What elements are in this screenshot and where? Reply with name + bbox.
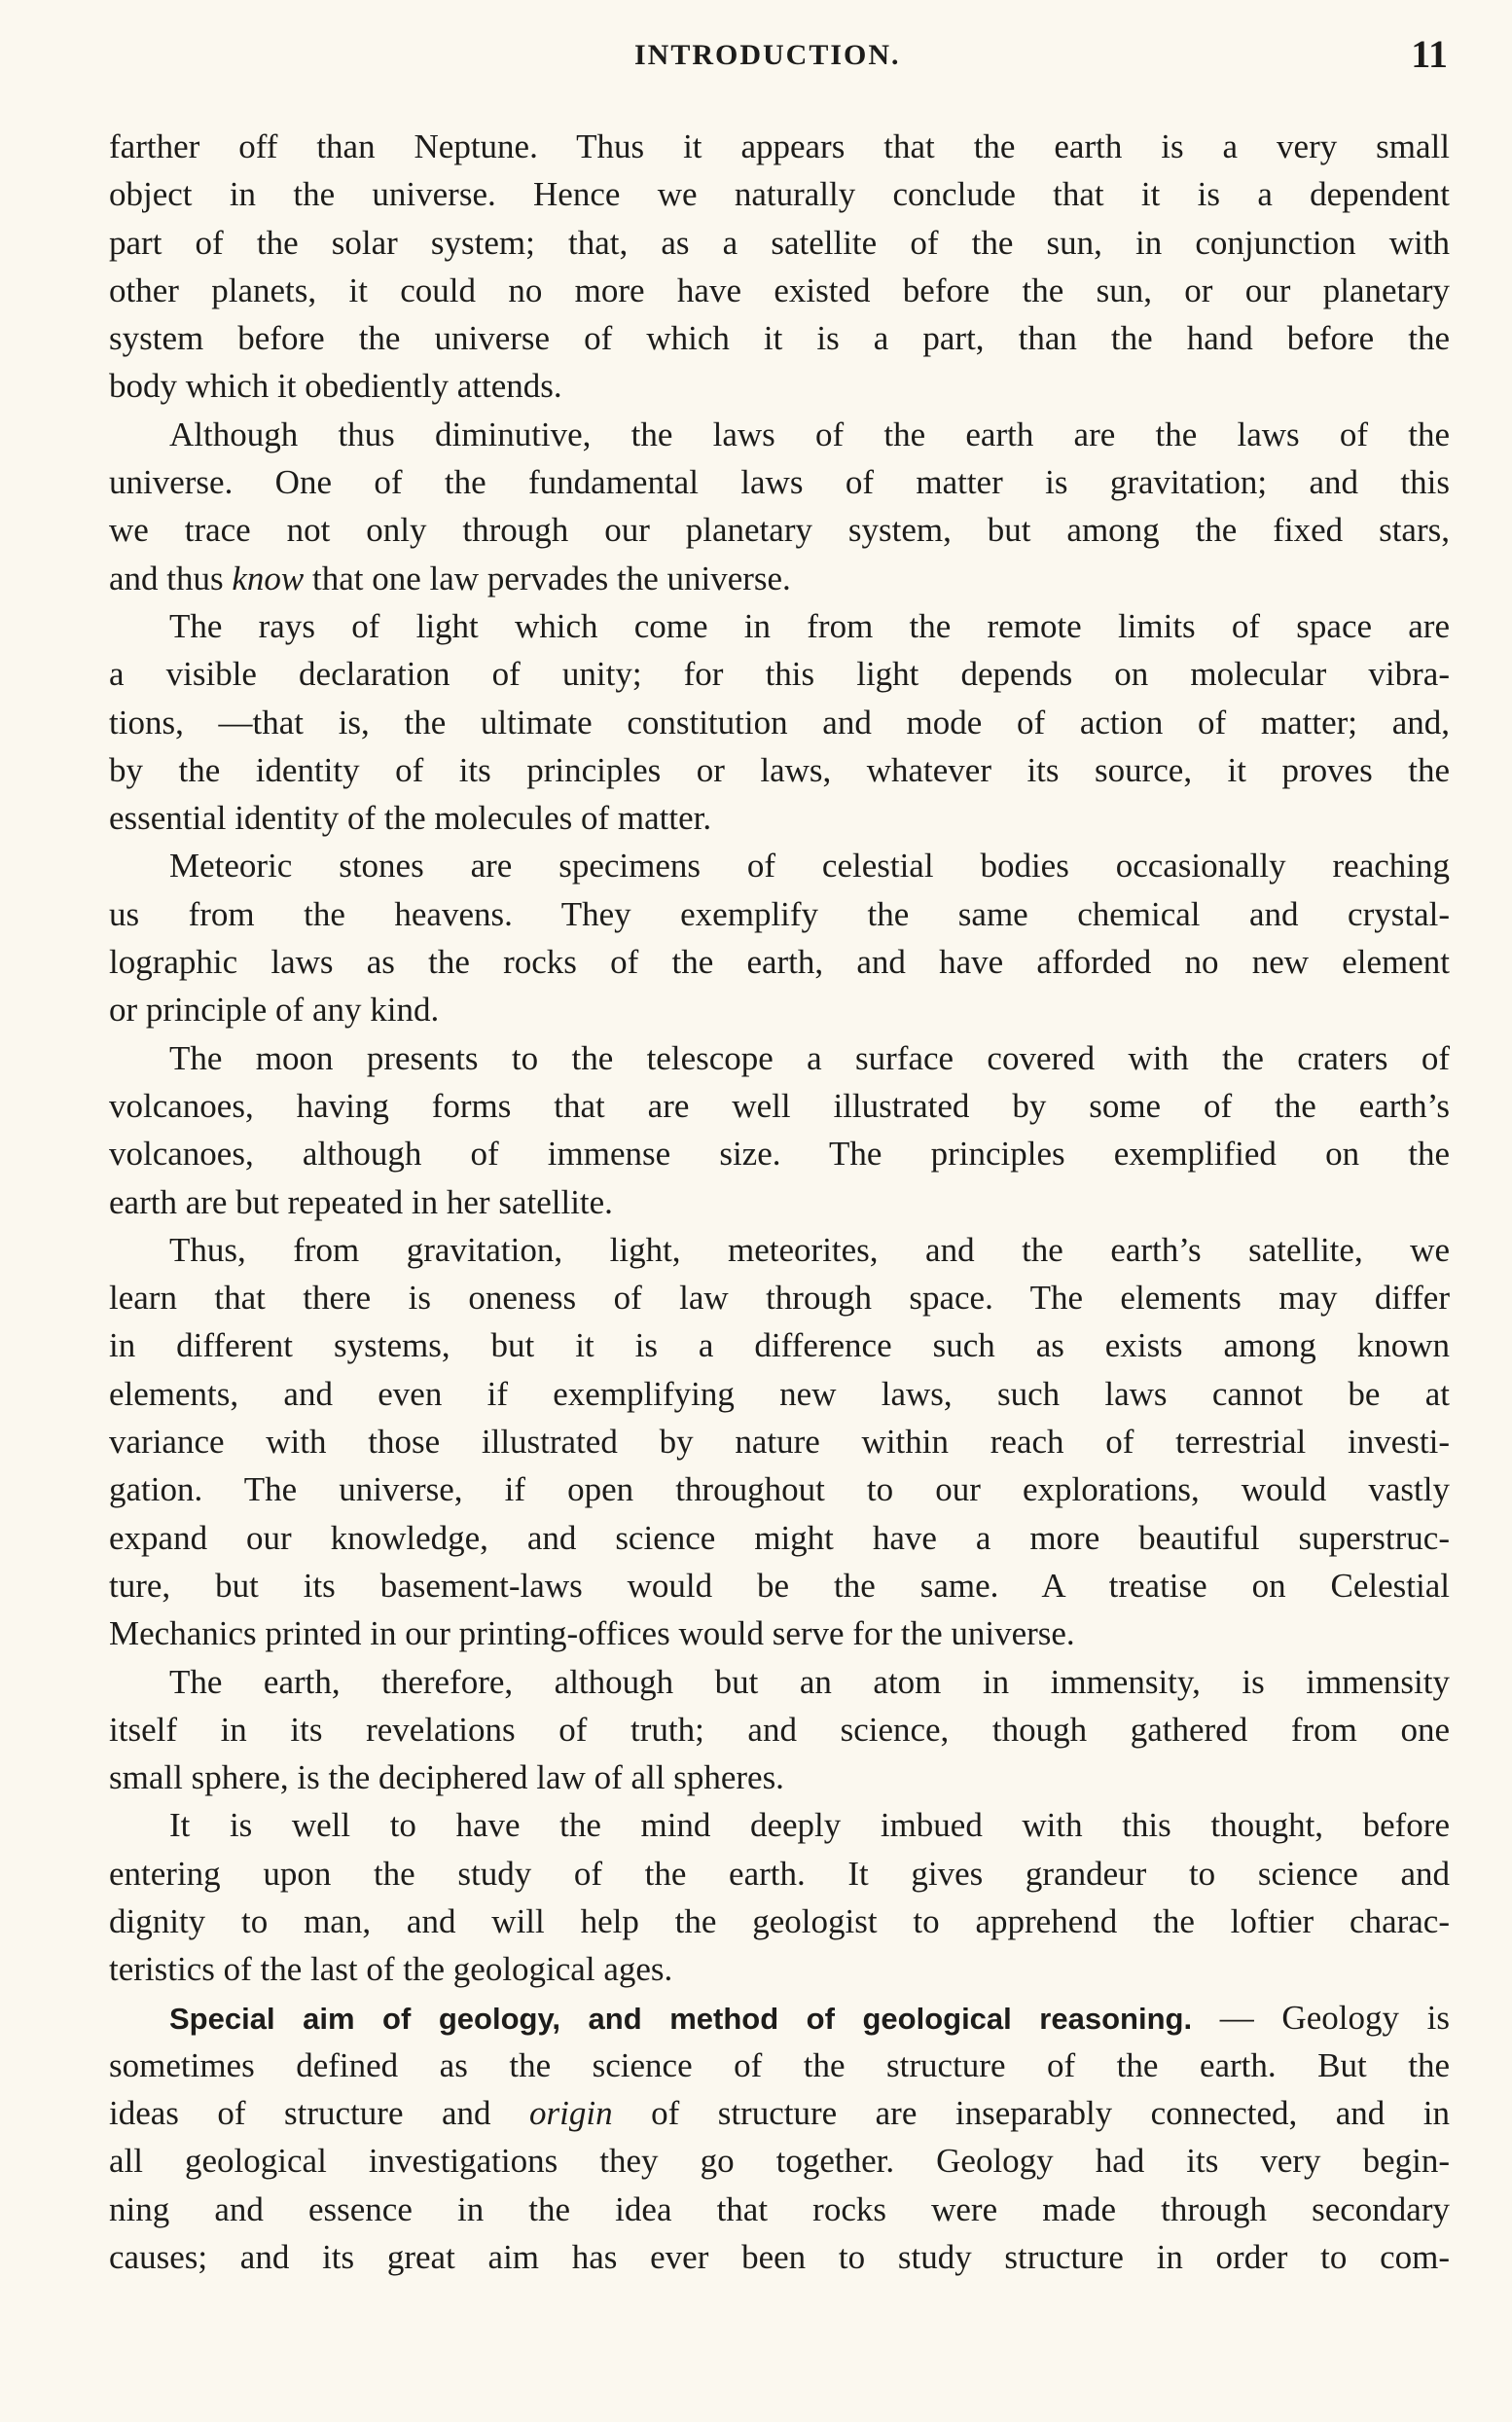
text-line: we trace not only through our planetary system, but among the fixed stars, (109, 511, 1450, 550)
page-number: 11 (1411, 32, 1448, 76)
text-line: volcanoes, having forms that are well illustrated by some of the earth’s (109, 1086, 1450, 1125)
text-line: body which it obediently attends. (109, 367, 562, 406)
text-line: teristics of the last of the geological ages. (109, 1950, 673, 1989)
text-line: universe. One of the fundamental laws of matter is gravitation; and this (109, 463, 1450, 502)
text-line: learn that there is oneness of law through space. The elements may differ (109, 1279, 1450, 1318)
text-run: — Geology is (1192, 1998, 1450, 2037)
text-line: dignity to man, and will help the geologist to apprehend the loftier charac- (109, 1901, 1450, 1940)
text-line: in different systems, but it is a difference such as exists among known (109, 1326, 1450, 1365)
text-line: entering upon the study of the earth. It gives grandeur to science and (109, 1854, 1450, 1893)
text-line: us from the heavens. They exemplify the same chemical and crystal- (109, 894, 1450, 933)
italic-word: know (232, 559, 305, 597)
text-line: Although thus diminutive, the laws of the earth are the laws of the (169, 415, 1450, 453)
text-line: by the identity of its principles or laws, whatever its source, it proves the (109, 750, 1450, 789)
text-line: volcanoes, although of immense size. The principles exemplified on the (109, 1135, 1450, 1174)
text-line: The rays of light which come in from the remote limits of space are (169, 606, 1450, 645)
text-line: elements, and even if exemplifying new laws, such laws cannot be at (109, 1374, 1450, 1413)
text-line: a visible declaration of unity; for this light depends on molecular vibra- (109, 655, 1450, 694)
text-line: part of the solar system; that, as a satellite of the sun, in conjunction with (109, 223, 1450, 262)
text-line: tions, —that is, the ultimate constitution and mode of action of matter; and, (109, 703, 1450, 741)
text-line: The earth, therefore, although but an atom in immensity, is immensity (169, 1662, 1450, 1701)
section-heading: Special aim of geology, and method of geological reasoning. (169, 2001, 1193, 2036)
text-line: other planets, it could no more have existed before the sun, or our planetary (109, 271, 1450, 309)
text-line: Mechanics printed in our printing-offices would serve for the universe. (109, 1614, 1075, 1653)
text-run: that one law pervades the universe. (304, 559, 791, 597)
text-line: essential identity of the molecules of matter. (109, 799, 712, 838)
text-line (109, 555, 1450, 602)
body-text (109, 123, 1450, 2281)
text-line (109, 1994, 1450, 2042)
text-line: earth are but repeated in her satellite. (109, 1182, 613, 1221)
text-run: and thus (109, 559, 233, 597)
text-line: small sphere, is the deciphered law of all spheres. (109, 1758, 784, 1797)
text-line: sometimes defined as the science of the structure of the earth. But the (109, 2045, 1450, 2084)
text-line: Meteoric stones are specimens of celestial bodies occasionally reaching (169, 847, 1450, 886)
text-line: The moon presents to the telescope a surface covered with the craters of (169, 1038, 1450, 1077)
text-line: ning and essence in the idea that rocks were made through secondary (109, 2189, 1450, 2228)
text-line: all geological investigations they go together. Geology had its very begin- (109, 2142, 1450, 2181)
running-title: INTRODUCTION. (634, 39, 901, 71)
text-line: Thus, from gravitation, light, meteorites, and the earth’s satellite, we (169, 1230, 1450, 1269)
text-line: variance with those illustrated by nature within reach of terrestrial investi- (109, 1423, 1450, 1462)
text-line: gation. The universe, if open throughout to our explorations, would vastly (109, 1470, 1450, 1509)
text-line: It is well to have the mind deeply imbued with this thought, before (169, 1806, 1450, 1845)
text-line: causes; and its great aim has ever been to study structure in order to com- (109, 2238, 1450, 2277)
text-line (109, 2089, 1450, 2137)
text-line: system before the universe of which it is a part, than the hand before the (109, 319, 1450, 358)
text-run: ideas of structure and (109, 2094, 529, 2133)
text-line: itself in its revelations of truth; and science, though gathered from one (109, 1710, 1450, 1749)
text-run: of structure are inseparably connected, and in (612, 2094, 1450, 2133)
text-line: or principle of any kind. (109, 991, 440, 1030)
text-line: expand our knowledge, and science might have a more beautiful superstruc- (109, 1518, 1450, 1557)
italic-word: origin (529, 2094, 613, 2133)
text-line: lographic laws as the rocks of the earth, and have afforded no new element (109, 943, 1450, 982)
text-line: farther off than Neptune. Thus it appears that the earth is a very small (109, 127, 1450, 165)
text-line: object in the universe. Hence we naturally conclude that it is a dependent (109, 175, 1450, 214)
page-header (0, 29, 1512, 88)
text-line: ture, but its basement-laws would be the same. A treatise on Celestial (109, 1566, 1450, 1605)
